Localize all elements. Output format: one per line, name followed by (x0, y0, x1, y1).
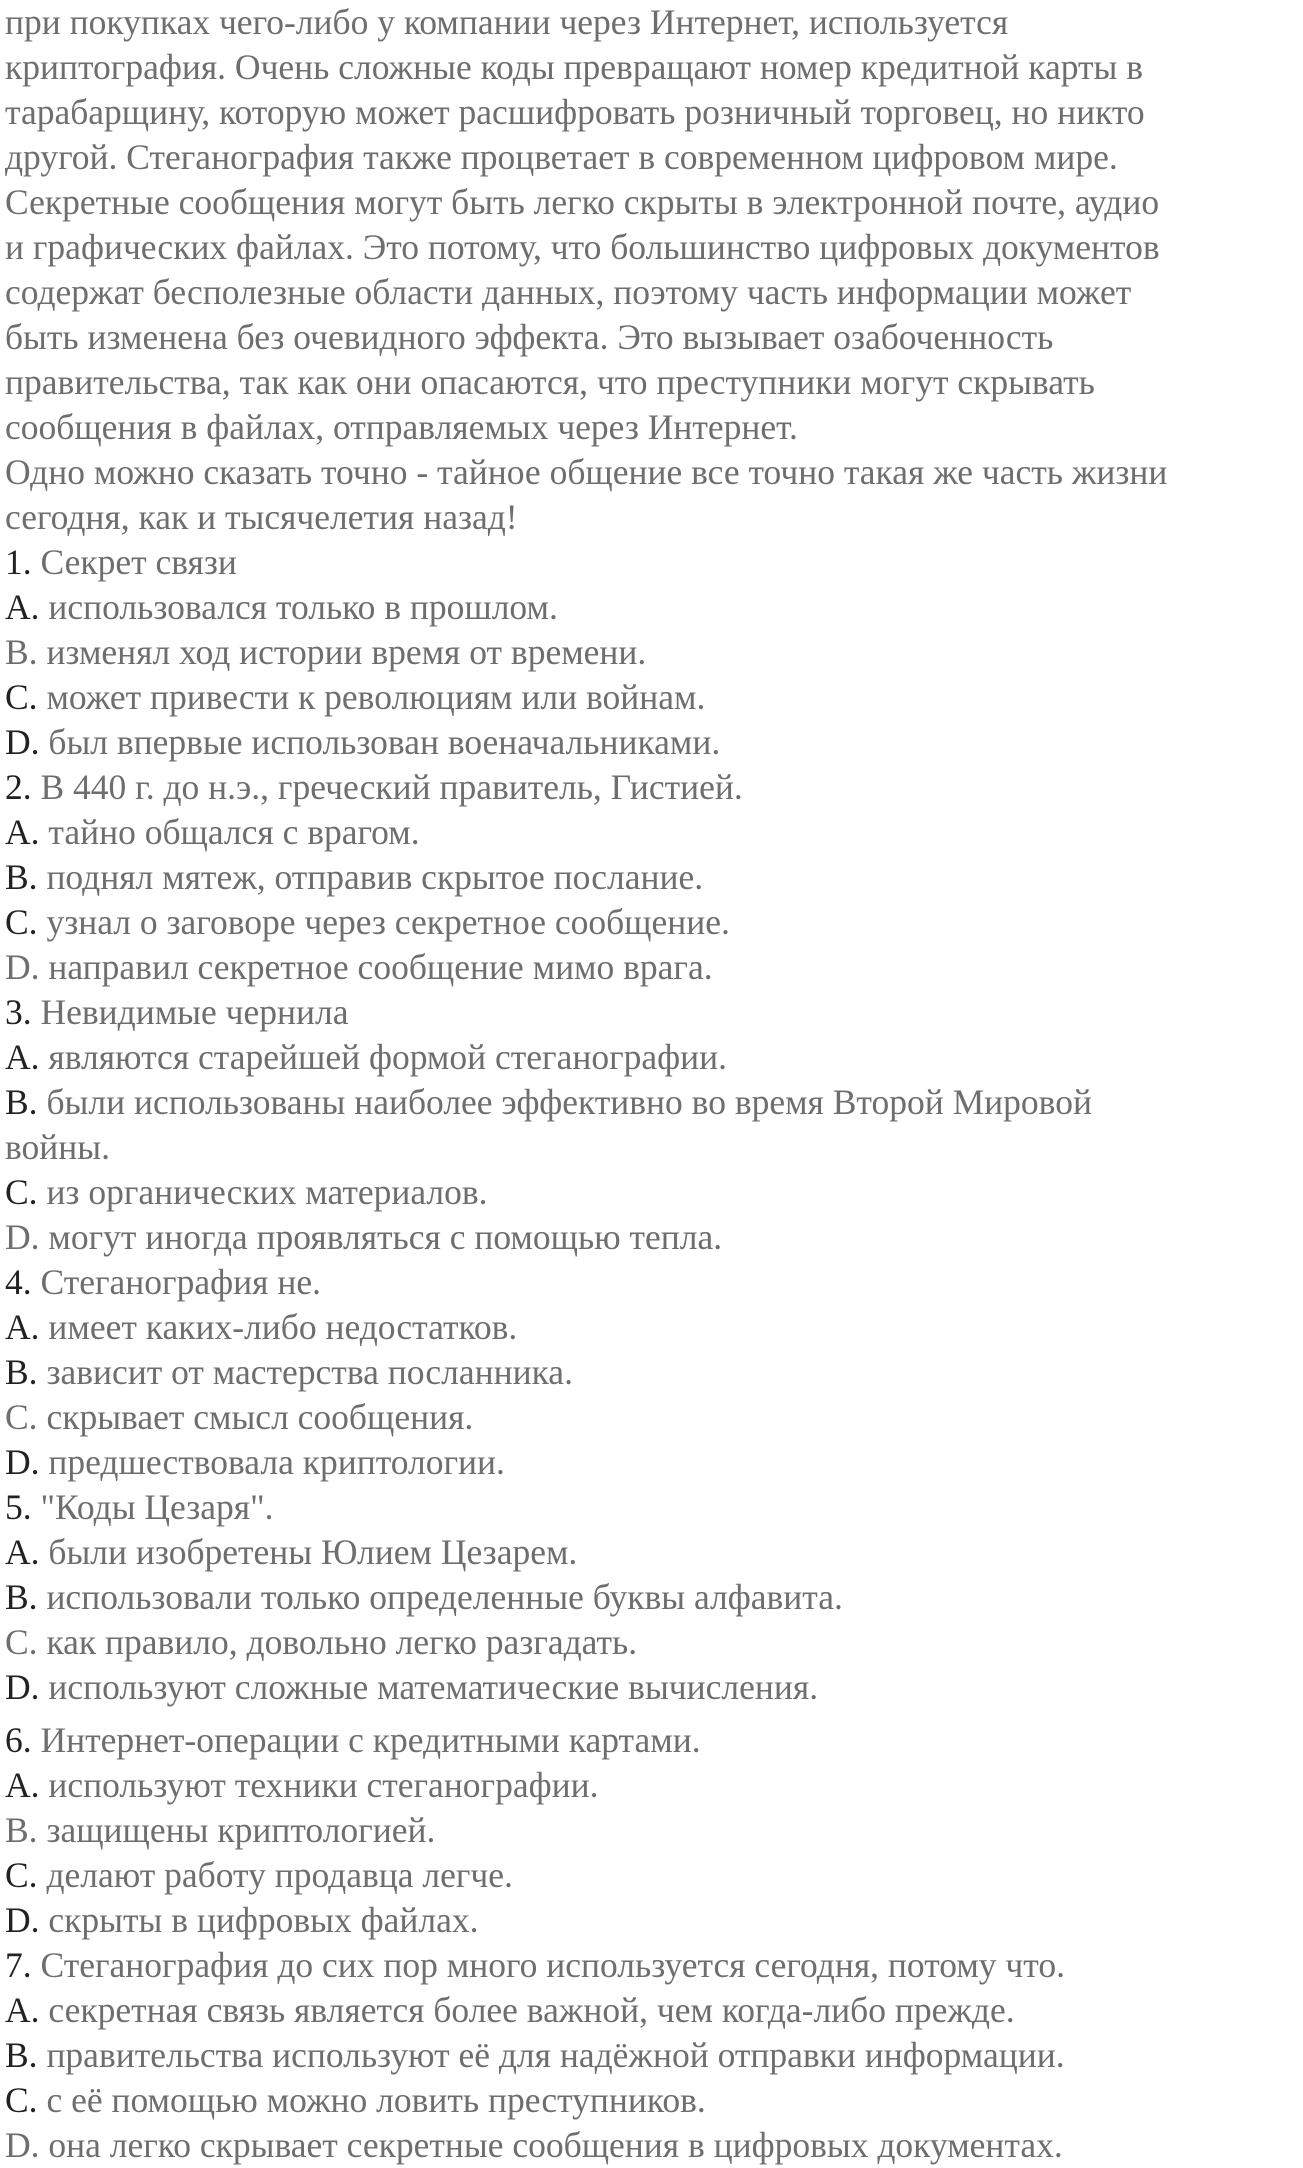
document-body (5, 0, 1300, 2168)
question-number: 3. (5, 992, 32, 1032)
question-number: 4. (5, 1262, 32, 1302)
question-3 (5, 990, 1300, 1260)
option-text: являются старейшей формой стеганографии. (48, 1037, 728, 1077)
answer-option (5, 900, 1300, 945)
option-letter: C. (5, 1172, 38, 1212)
answer-option (5, 630, 1300, 675)
answer-option-continuation: войны. (5, 1127, 110, 1167)
answer-option (5, 945, 1300, 990)
text-line: криптография. Очень сложные коды превращают номер кредитной карты в (5, 47, 1144, 87)
answer-option (5, 1530, 1300, 1575)
answer-option (5, 1170, 1300, 1215)
option-text: использовали только определенные буквы алфавита. (46, 1577, 843, 1617)
option-letter: B. (5, 1810, 38, 1850)
answer-option (5, 1305, 1300, 1350)
answer-option (5, 855, 1300, 900)
option-letter: C. (5, 1622, 38, 1662)
text-line: правительства, так как они опасаются, что преступники могут скрывать (5, 362, 1095, 402)
answer-option (5, 2078, 1300, 2123)
option-text: она легко скрывает секретные сообщения в цифровых документах. (48, 2125, 1063, 2165)
option-letter: A. (5, 1307, 40, 1347)
conclusion-paragraph (5, 450, 1300, 540)
text-line: быть изменена без очевидного эффекта. Это вызывает озабоченность (5, 317, 1054, 357)
option-text: зависит от мастерства посланника. (46, 1352, 573, 1392)
question-6 (5, 1718, 1300, 1943)
option-text: поднял мятеж, отправив скрытое послание. (46, 857, 704, 897)
question-text: Секрет связи (40, 542, 237, 582)
answer-option (5, 585, 1300, 630)
option-text: как правило, довольно легко разгадать. (46, 1622, 638, 1662)
option-letter: C. (5, 677, 38, 717)
question-stem (5, 1485, 1300, 1530)
option-letter: A. (5, 587, 40, 627)
option-letter: B. (5, 1082, 38, 1122)
option-text: используют техники стеганографии. (48, 1765, 599, 1805)
answer-option (5, 1808, 1300, 1853)
option-text: имеет каких-либо недостатков. (48, 1307, 518, 1347)
option-letter: A. (5, 1037, 40, 1077)
option-text: защищены криптологией. (46, 1810, 436, 1850)
option-text: скрывает смысл сообщения. (46, 1397, 474, 1437)
option-letter: D. (5, 1667, 40, 1707)
question-stem (5, 1718, 1300, 1763)
answer-option (5, 1080, 1300, 1125)
text-line: тарабарщину, которую может расшифровать розничный торговец, но никто (5, 92, 1145, 132)
option-text: направил секретное сообщение мимо врага. (48, 947, 713, 987)
text-line: другой. Стеганография также процветает в современном цифровом мире. (5, 137, 1118, 177)
answer-option (5, 1853, 1300, 1898)
text-line: сообщения в файлах, отправляемых через Интернет. (5, 407, 798, 447)
option-letter: D. (5, 1217, 40, 1257)
option-letter: C. (5, 902, 38, 942)
option-text: используют сложные математические вычисления. (48, 1667, 819, 1707)
question-number: 5. (5, 1487, 32, 1527)
option-text: изменял ход истории время от времени. (46, 632, 647, 672)
option-letter: A. (5, 1532, 40, 1572)
option-letter: A. (5, 812, 40, 852)
question-2 (5, 765, 1300, 990)
answer-option (5, 1898, 1300, 1943)
answer-option (5, 1440, 1300, 1485)
answer-option (5, 2123, 1300, 2168)
question-number: 2. (5, 767, 32, 807)
answer-option (5, 1620, 1300, 1665)
option-text: предшествовала криптологии. (48, 1442, 505, 1482)
question-stem (5, 990, 1300, 1035)
question-1 (5, 540, 1300, 765)
option-text: узнал о заговоре через секретное сообщение. (46, 902, 730, 942)
answer-option (5, 675, 1300, 720)
question-text: "Коды Цезаря". (40, 1487, 274, 1527)
text-line: Одно можно сказать точно - тайное общение все точно такая же часть жизни (5, 452, 1168, 492)
question-text: Стеганография до сих пор много используется сегодня, потому что. (40, 1945, 1065, 1985)
text-line: при покупках чего-либо у компании через Интернет, используется (5, 2, 1009, 42)
option-letter: C. (5, 1855, 38, 1895)
answer-option (5, 720, 1300, 765)
option-letter: D. (5, 947, 40, 987)
option-letter: B. (5, 2035, 38, 2075)
question-text: Стеганография не. (40, 1262, 321, 1302)
question-text: В 440 г. до н.э., греческий правитель, Гистией. (40, 767, 743, 807)
answer-option (5, 1575, 1300, 1620)
option-text: правительства используют её для надёжной отправки информации. (46, 2035, 1065, 2075)
option-letter: D. (5, 1900, 40, 1940)
option-text: были использованы наиболее эффективно во время Второй Мировой (46, 1082, 1092, 1122)
section-spacer (5, 1710, 1300, 1718)
text-line: содержат бесполезные области данных, поэтому часть информации может (5, 272, 1132, 312)
option-letter: A. (5, 1765, 40, 1805)
option-text: с её помощью можно ловить преступников. (46, 2080, 706, 2120)
option-text: из органических материалов. (46, 1172, 488, 1212)
question-number: 6. (5, 1720, 32, 1760)
option-text: секретная связь является более важной, чем когда-либо прежде. (48, 1990, 1015, 2030)
answer-option (5, 810, 1300, 855)
option-letter: D. (5, 722, 40, 762)
option-letter: C. (5, 1397, 38, 1437)
option-text: тайно общался с врагом. (48, 812, 420, 852)
answer-option (5, 1350, 1300, 1395)
option-letter: D. (5, 1442, 40, 1482)
question-stem (5, 1943, 1300, 1988)
option-letter: B. (5, 1352, 38, 1392)
option-text: могут иногда проявляться с помощью тепла. (48, 1217, 723, 1257)
option-text: использовался только в прошлом. (48, 587, 558, 627)
option-text: может привести к революциям или войнам. (46, 677, 706, 717)
option-text: скрыты в цифровых файлах. (48, 1900, 479, 1940)
question-4 (5, 1260, 1300, 1485)
option-letter: B. (5, 857, 38, 897)
option-letter: B. (5, 1577, 38, 1617)
option-letter: C. (5, 2080, 38, 2120)
option-letter: A. (5, 1990, 40, 2030)
question-number: 7. (5, 1945, 32, 1985)
answer-option (5, 1035, 1300, 1080)
question-stem (5, 765, 1300, 810)
question-stem (5, 540, 1300, 585)
answer-option (5, 2033, 1300, 2078)
text-line: Секретные сообщения могут быть легко скрыты в электронной почте, аудио (5, 182, 1160, 222)
question-text: Невидимые чернила (40, 992, 349, 1032)
intro-paragraph (5, 0, 1300, 450)
answer-option (5, 1988, 1300, 2033)
option-letter: D. (5, 2125, 40, 2165)
option-text: делают работу продавца легче. (46, 1855, 513, 1895)
answer-option (5, 1763, 1300, 1808)
answer-option (5, 1395, 1300, 1440)
question-7 (5, 1943, 1300, 2168)
option-text: были изобретены Юлием Цезарем. (48, 1532, 578, 1572)
text-line: сегодня, как и тысячелетия назад! (5, 497, 518, 537)
question-stem (5, 1260, 1300, 1305)
answer-option (5, 1665, 1300, 1710)
question-number: 1. (5, 542, 32, 582)
answer-option (5, 1215, 1300, 1260)
option-letter: B. (5, 632, 38, 672)
question-5 (5, 1485, 1300, 1710)
question-text: Интернет-операции с кредитными картами. (40, 1720, 701, 1760)
text-line: и графических файлах. Это потому, что большинство цифровых документов (5, 227, 1160, 267)
option-text: был впервые использован военачальниками. (48, 722, 721, 762)
